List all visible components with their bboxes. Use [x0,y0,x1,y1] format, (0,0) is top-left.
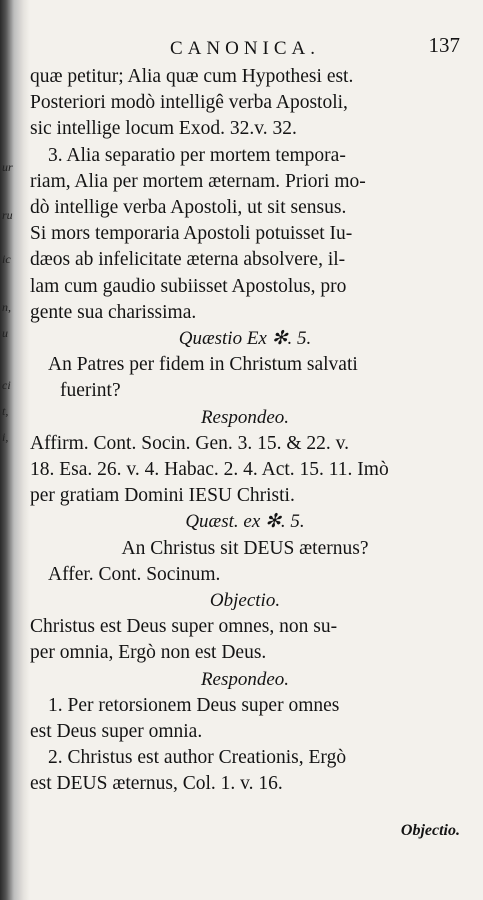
text-line: Si mors temporaria Apostoli potuisset Iu- [30,223,353,245]
text-line: 3. Alia separatio per mortem tempora- [48,144,346,166]
text-line: dæos ab infelicitate æterna absolvere, il- [30,249,346,271]
text-line: fuerint? [60,380,121,402]
text-line: dò intellige verba Apostoli, ut sit sensus. [30,197,347,219]
margin-fragment: n, [2,300,11,314]
section-heading: Quæstio Ex ✻. 5. [178,328,312,350]
text-line: gente sua charissima. [30,301,197,323]
text-line: est Deus super omnia. [30,721,203,743]
page-header [30,30,460,64]
catchword: Objectio. [400,822,460,839]
text-line: Christus est Deus super omnes, non su- [30,616,338,638]
page-number: 137 [428,33,460,57]
text-line: quæ petitur; Alia quæ cum Hypothesi est. [30,66,354,87]
text-line: An Patres per fidem in Christum salvati [48,354,358,376]
text-line: An Christus sit DEUS æternus? [121,537,369,559]
text-line: est DEUS æternus, Col. 1. v. 16. [30,773,283,795]
margin-fragment: i, [2,430,9,444]
margin-fragment: ic [2,252,11,266]
margin-fragment: ru [2,208,13,222]
section-heading: Quæst. ex ✻. 5. [185,511,305,533]
text-line: 1. Per retorsionem Deus super omnes [48,694,340,716]
text-line: 18. Esa. 26. v. 4. Habac. 2. 4. Act. 15. 11. Imò [30,459,389,481]
text-line: per omnia, Ergò non est Deus. [30,642,267,664]
text-line: sic intellige locum Exod. 32.v. 32. [30,118,297,140]
section-heading: Objectio. [209,590,281,612]
text-line: Affer. Cont. Socinum. [48,563,221,585]
text-line: per gratiam Domini IESU Christi. [30,485,295,507]
margin-fragment: ci [2,378,11,392]
section-heading: Respondeo. [200,668,290,690]
margin-fragment: u [2,326,8,340]
section-heading: Respondeo. [200,406,290,428]
text-line: 2. Christus est author Creationis, Ergò [48,747,347,769]
margin-fragment: t, [2,404,9,418]
text-line: riam, Alia per mortem æternam. Priori mo- [30,170,366,192]
book-page [30,30,460,839]
binding-gutter [0,0,30,900]
text-line: Affirm. Cont. Socin. Gen. 3. 15. & 22. v. [30,432,350,454]
running-title: CANONICA. [169,38,321,59]
margin-fragment: ur [2,160,13,174]
text-line: lam cum gaudio subiisset Apostolus, pro [30,275,347,297]
text-line: Posteriori modò intelligê verba Apostoli, [30,92,348,114]
text-body [30,64,460,798]
